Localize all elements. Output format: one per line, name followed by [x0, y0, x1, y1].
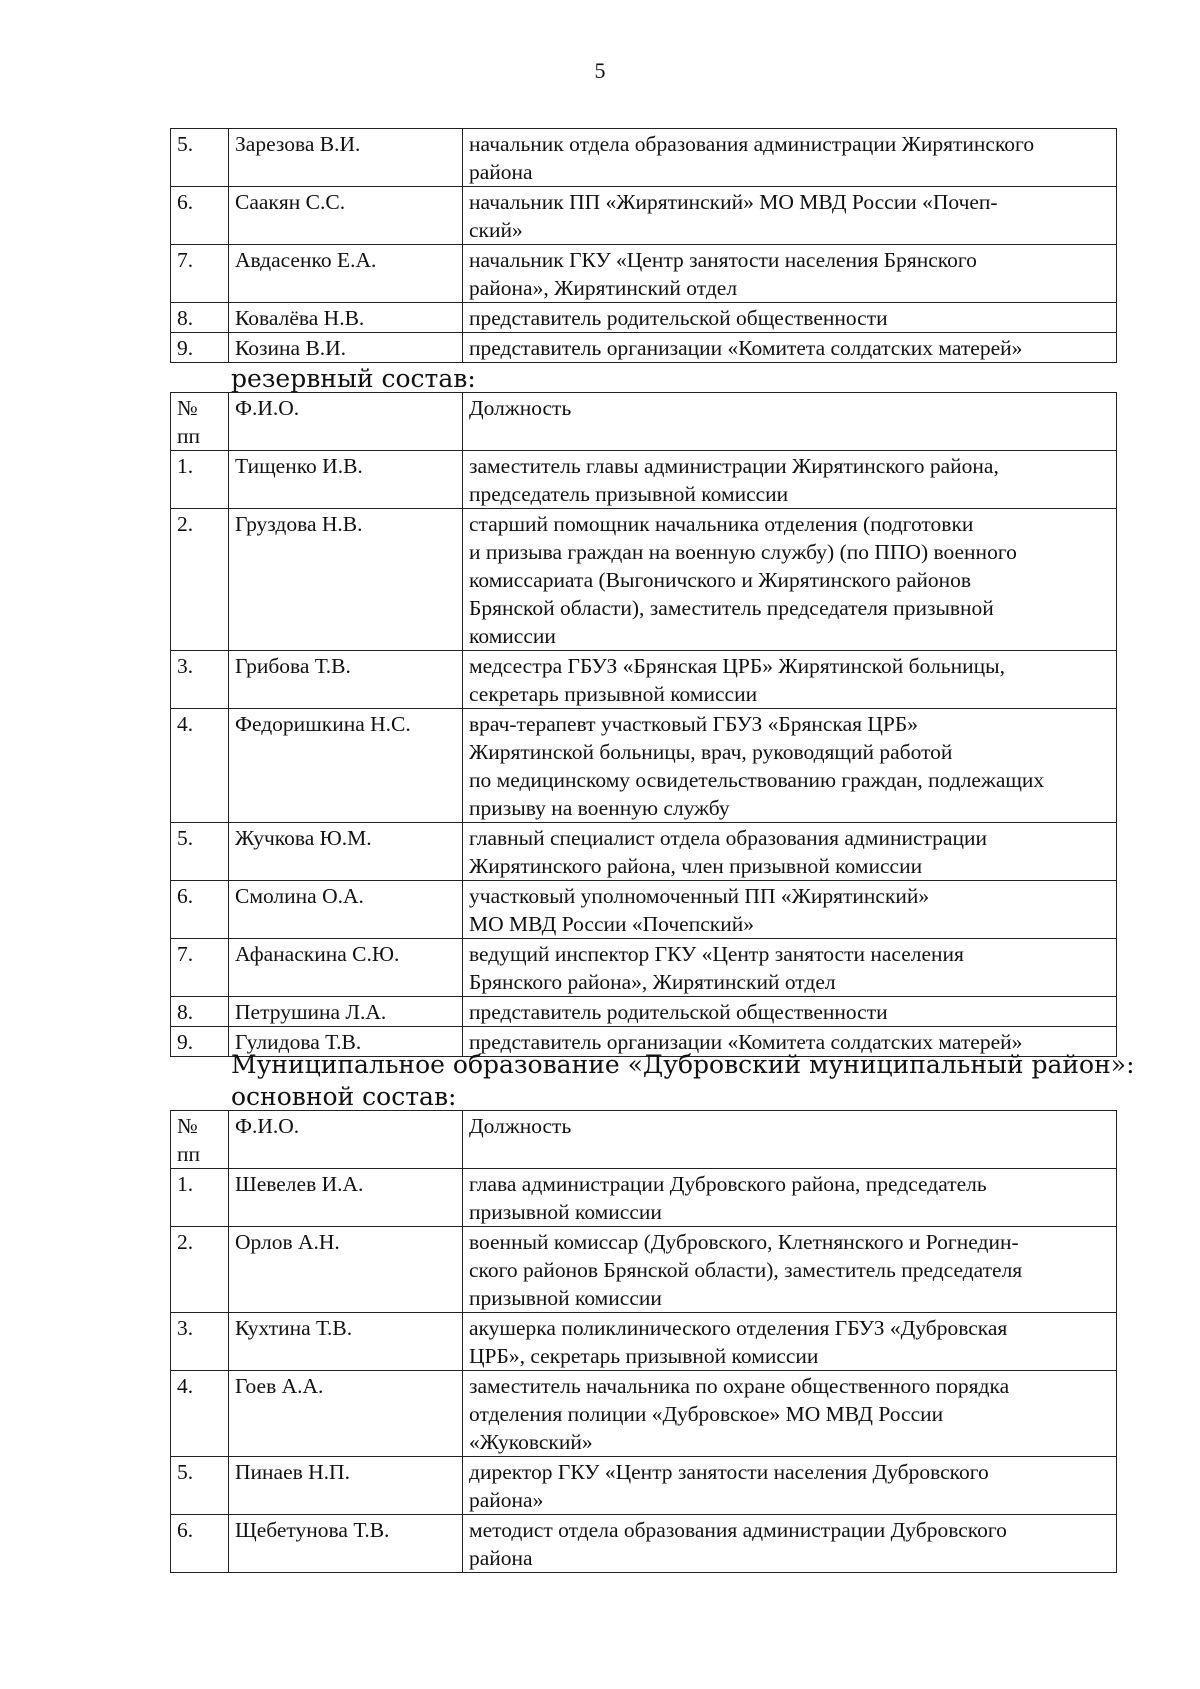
table-row — [171, 303, 1117, 333]
row-name: Петрушина Л.А. — [229, 997, 463, 1027]
table-row — [171, 245, 1117, 303]
table-row — [171, 651, 1117, 709]
row-number: 8. — [171, 997, 229, 1027]
row-position: заместитель начальника по охране общественного порядка отделения полиции «Дубровское» МО МВД России «Жуковский» — [463, 1371, 1117, 1457]
row-number: 3. — [171, 651, 229, 709]
table-row — [171, 1169, 1117, 1227]
row-number: 1. — [171, 1169, 229, 1227]
row-position: старший помощник начальника отделения (подготовки и призыва граждан на военную службу) (по ППО) военного комиссариата (Выгоничского и Жирятинского районов Брянской области), заместитель председателя призывной комиссии — [463, 509, 1117, 651]
row-name: Федоришкина Н.С. — [229, 709, 463, 823]
row-position: акушерка поликлинического отделения ГБУЗ «Дубровская ЦРБ», секретарь призывной комиссии — [463, 1313, 1117, 1371]
row-number: 5. — [171, 129, 229, 187]
section-municipal-heading: Муниципальное образование «Дубровский муниципальный район»: — [231, 1050, 1135, 1079]
row-position: медсестра ГБУЗ «Брянская ЦРБ» Жирятинской больницы, секретарь призывной комиссии — [463, 651, 1117, 709]
page-number: 5 — [594, 58, 606, 83]
table-row — [171, 187, 1117, 245]
row-name: Грибова Т.В. — [229, 651, 463, 709]
row-name: Зарезова В.И. — [229, 129, 463, 187]
table-row — [171, 823, 1117, 881]
table-row — [171, 333, 1117, 363]
row-name: Афанаскина С.Ю. — [229, 939, 463, 997]
table-row — [171, 1457, 1117, 1515]
row-number: 9. — [171, 333, 229, 363]
row-number: 6. — [171, 187, 229, 245]
table-row — [171, 129, 1117, 187]
row-name: Авдасенко Е.А. — [229, 245, 463, 303]
table-row — [171, 939, 1117, 997]
main-composition-continued-table — [170, 128, 1117, 363]
row-position: начальник ГКУ «Центр занятости населения Брянского района», Жирятинский отдел — [463, 245, 1117, 303]
row-position: методист отдела образования администрации Дубровского района — [463, 1515, 1117, 1573]
table-row — [171, 1227, 1117, 1313]
row-position: представитель родительской общественности — [463, 997, 1117, 1027]
table-row — [171, 1515, 1117, 1573]
row-number: 5. — [171, 1457, 229, 1515]
row-position: ведущий инспектор ГКУ «Центр занятости населения Брянского района», Жирятинский отдел — [463, 939, 1117, 997]
row-number: 3. — [171, 1313, 229, 1371]
row-number: 5. — [171, 823, 229, 881]
table-row — [171, 881, 1117, 939]
table-row — [171, 1313, 1117, 1371]
row-position: представитель родительской общественности — [463, 303, 1117, 333]
row-name: Пинаев Н.П. — [229, 1457, 463, 1515]
row-position: участковый уполномоченный ПП «Жирятинский» МО МВД России «Почепский» — [463, 881, 1117, 939]
row-name: Жучкова Ю.М. — [229, 823, 463, 881]
row-number: 8. — [171, 303, 229, 333]
row-name: Тищенко И.В. — [229, 451, 463, 509]
row-number: 9. — [171, 1027, 229, 1057]
row-position: начальник ПП «Жирятинский» МО МВД России «Почеп- ский» — [463, 187, 1117, 245]
header-number: № пп — [171, 1111, 229, 1169]
table-header-row — [171, 393, 1117, 451]
row-position: начальник отдела образования администрации Жирятинского района — [463, 129, 1117, 187]
row-name: Орлов А.Н. — [229, 1227, 463, 1313]
header-position: Должность — [463, 1111, 1117, 1169]
table-header-row — [171, 1111, 1117, 1169]
reserve-composition-table — [170, 392, 1117, 1057]
row-number: 7. — [171, 939, 229, 997]
row-number: 2. — [171, 1227, 229, 1313]
section-reserve-heading: резервный состав: — [231, 364, 476, 393]
row-number: 6. — [171, 1515, 229, 1573]
row-name: Кухтина Т.В. — [229, 1313, 463, 1371]
header-number: № пп — [171, 393, 229, 451]
row-name: Гулидова Т.В. — [229, 1027, 463, 1057]
row-number: 4. — [171, 709, 229, 823]
row-number: 2. — [171, 509, 229, 651]
row-position: глава администрации Дубровского района, председатель призывной комиссии — [463, 1169, 1117, 1227]
row-name: Груздова Н.В. — [229, 509, 463, 651]
row-position: заместитель главы администрации Жирятинского района, председатель призывной комиссии — [463, 451, 1117, 509]
row-number: 1. — [171, 451, 229, 509]
row-number: 4. — [171, 1371, 229, 1457]
table-row — [171, 997, 1117, 1027]
row-position: представитель организации «Комитета солдатских матерей» — [463, 1027, 1117, 1057]
row-name: Щебетунова Т.В. — [229, 1515, 463, 1573]
row-position: директор ГКУ «Центр занятости населения Дубровского района» — [463, 1457, 1117, 1515]
table-row — [171, 1371, 1117, 1457]
dubrovsky-main-composition-table — [170, 1110, 1117, 1573]
row-position: военный комиссар (Дубровского, Клетнянского и Рогнедин- ского районов Брянской области), заместитель председателя призывной комиссии — [463, 1227, 1117, 1313]
header-position: Должность — [463, 393, 1117, 451]
row-name: Гоев А.А. — [229, 1371, 463, 1457]
header-name: Ф.И.О. — [229, 393, 463, 451]
row-name: Шевелев И.А. — [229, 1169, 463, 1227]
row-name: Ковалёва Н.В. — [229, 303, 463, 333]
header-name: Ф.И.О. — [229, 1111, 463, 1169]
row-position: главный специалист отдела образования администрации Жирятинского района, член призывной комиссии — [463, 823, 1117, 881]
row-position: врач-терапевт участковый ГБУЗ «Брянская ЦРБ» Жирятинской больницы, врач, руководящий работой по медицинскому освидетельствованию граждан, подлежащих призыву на военную службу — [463, 709, 1117, 823]
table-row — [171, 451, 1117, 509]
row-number: 6. — [171, 881, 229, 939]
table-row — [171, 509, 1117, 651]
row-name: Саакян С.С. — [229, 187, 463, 245]
table-row — [171, 709, 1117, 823]
row-name: Козина В.И. — [229, 333, 463, 363]
row-position: представитель организации «Комитета солдатских матерей» — [463, 333, 1117, 363]
section-main-heading: основной состав: — [231, 1082, 457, 1111]
row-number: 7. — [171, 245, 229, 303]
row-name: Смолина О.А. — [229, 881, 463, 939]
